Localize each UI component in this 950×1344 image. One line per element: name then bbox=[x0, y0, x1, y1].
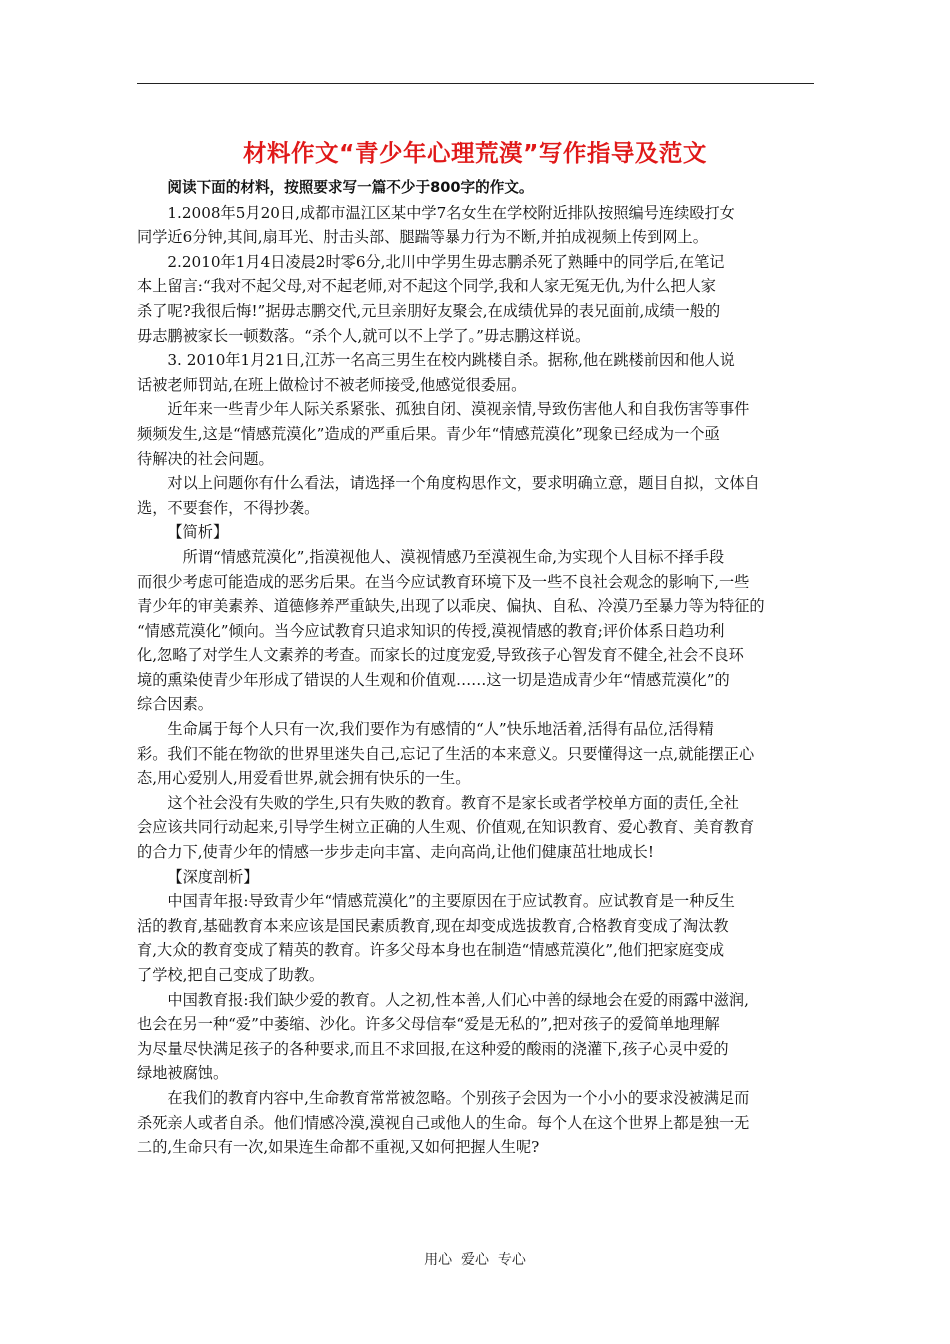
body-line: 活的教育,基础教育本来应该是国民素质教育,现在却变成选拔教育,合格教育变成了淘汰教 bbox=[137, 916, 729, 935]
body-line: 绿地被腐蚀。 bbox=[137, 1064, 229, 1083]
body-line: 也会在另一种“爱”中萎缩、沙化。许多父母信奉“爱是无私的”,把对孩子的爱简单地理解 bbox=[137, 1015, 720, 1034]
body-line: 中国青年报:导致青少年“情感荒漠化”的主要原因在于应试教育。应试教育是一种反生 bbox=[167, 892, 735, 911]
body-line: 频频发生,这是“情感荒漠化”造成的严重后果。青少年“情感荒漠化”现象已经成为一个亟 bbox=[137, 424, 720, 443]
body-line: 话被老师罚站,在班上做检讨不被老师接受,他感觉很委屈。 bbox=[137, 375, 527, 394]
body-line: 的合力下,使青少年的情感一步步走向丰富、走向高尚,让他们健康茁壮地成长! bbox=[137, 843, 654, 862]
body-line: 所谓“情感荒漠化”,指漠视他人、漠视情感乃至漠视生命,为实现个人目标不择手段 bbox=[182, 547, 725, 566]
body-line: 毋志鹏被家长一顿数落。“杀个人,就可以不上学了。”毋志鹏这样说。 bbox=[137, 326, 591, 345]
body-line: 态,用心爱别人,用爱看世界,就会拥有快乐的一生。 bbox=[137, 769, 471, 788]
body-line: 阅读下面的材料，按照要求写一篇不少于800字的作文。 bbox=[167, 179, 534, 196]
body-line: 杀了呢?我很后悔!”据毋志鹏交代,元旦亲朋好友聚会,在成绩优异的表兄面前,成绩一般的 bbox=[137, 301, 721, 320]
body-line: 而很少考虑可能造成的恶劣后果。在当今应试教育环境下及一些不良社会观念的影响下,一些 bbox=[137, 572, 750, 591]
body-line: 2.2010年1月4日凌晨2时零6分,北川中学男生毋志鹏杀死了熟睡中的同学后,在笔记 bbox=[167, 252, 725, 271]
body-line: 待解决的社会问题。 bbox=[137, 449, 274, 468]
body-line: 选，不要套作，不得抄袭。 bbox=[137, 498, 320, 517]
body-line: “情感荒漠化”倾向。当今应试教育只追求知识的传授,漠视情感的教育;评价体系日趋功利 bbox=[137, 621, 725, 640]
body-line: 中国教育报:我们缺少爱的教育。人之初,性本善,人们心中善的绿地会在爱的雨露中滋润, bbox=[167, 990, 749, 1009]
body-line: 为尽量尽快满足孩子的各种要求,而且不求回报,在这种爱的酸雨的浇灌下,孩子心灵中爱的 bbox=[137, 1039, 729, 1058]
body-line: 1.2008年5月20日,成都市温江区某中学7名女生在学校附近排队按照编号连续殴打女 bbox=[167, 203, 735, 222]
body-line: 杀死亲人或者自杀。他们情感冷漠,漠视自己或他人的生命。每个人在这个世界上都是独一无 bbox=[137, 1113, 750, 1132]
body-line: 综合因素。 bbox=[137, 695, 213, 714]
body-line: 这个社会没有失败的学生,只有失败的教育。教育不是家长或者学校单方面的责任,全社 bbox=[167, 793, 739, 812]
body-line: 3. 2010年1月21日,江苏一名高三男生在校内跳楼自杀。据称,他在跳楼前因和他人说 bbox=[167, 351, 735, 370]
body-line: 了学校,把自己变成了助教。 bbox=[137, 966, 325, 984]
page-footer: 用心 爱心 专心 bbox=[424, 1252, 526, 1268]
body-line: 同学近6分钟,其间,扇耳光、肘击头部、腿踹等暴力行为不断,并拍成视频上传到网上。 bbox=[137, 228, 708, 247]
body-line: 生命属于每个人只有一次,我们要作为有感情的“人”快乐地活着,活得有品位,活得精 bbox=[167, 720, 714, 739]
body-line: 【深度剖析】 bbox=[167, 867, 259, 886]
body-line: 育,大众的教育变成了精英的教育。许多父母本身也在制造“情感荒漠化”,他们把家庭变成 bbox=[137, 941, 725, 960]
body-line: 青少年的审美素养、道德修养严重缺失,出现了以乖戾、偏执、自私、冷漠乃至暴力等为特征的 bbox=[137, 597, 765, 616]
header-rule bbox=[137, 83, 814, 84]
body-line: 对以上问题你有什么看法，请选择一个角度构思作文，要求明确立意，题目自拟，文体自 bbox=[167, 474, 760, 493]
body-line: 本上留言:“我对不起父母,对不起老师,对不起这个同学,我和人家无冤无仇,为什么把人家 bbox=[137, 277, 716, 296]
body-line: 会应该共同行动起来,引导学生树立正确的人生观、价值观,在知识教育、爱心教育、美育教育 bbox=[137, 818, 755, 837]
body-line: 二的,生命只有一次,如果连生命都不重视,又如何把握人生呢? bbox=[137, 1138, 540, 1157]
document-body bbox=[137, 176, 823, 1160]
body-line: 彩。我们不能在物欲的世界里迷失自己,忘记了生活的本来意义。只要懂得这一点,就能摆正心 bbox=[137, 744, 755, 763]
body-line: 境的熏染使青少年形成了错误的人生观和价值观……这一切是造成青少年“情感荒漠化”的 bbox=[137, 670, 730, 689]
body-line: 近年来一些青少年人际关系紧张、孤独自闭、漠视亲情,导致伤害他人和自我伤害等事件 bbox=[167, 400, 750, 419]
body-line: 在我们的教育内容中,生命教育常常被忽略。个别孩子会因为一个小小的要求没被满足而 bbox=[167, 1088, 750, 1107]
body-line: 【简析】 bbox=[167, 523, 229, 542]
document-title: 材料作文“青少年心理荒漠”写作指导及范文 bbox=[243, 139, 707, 167]
body-line: 化,忽略了对学生人文素养的考查。而家长的过度宠爱,导致孩子心智发育不健全,社会不良环 bbox=[137, 646, 744, 665]
